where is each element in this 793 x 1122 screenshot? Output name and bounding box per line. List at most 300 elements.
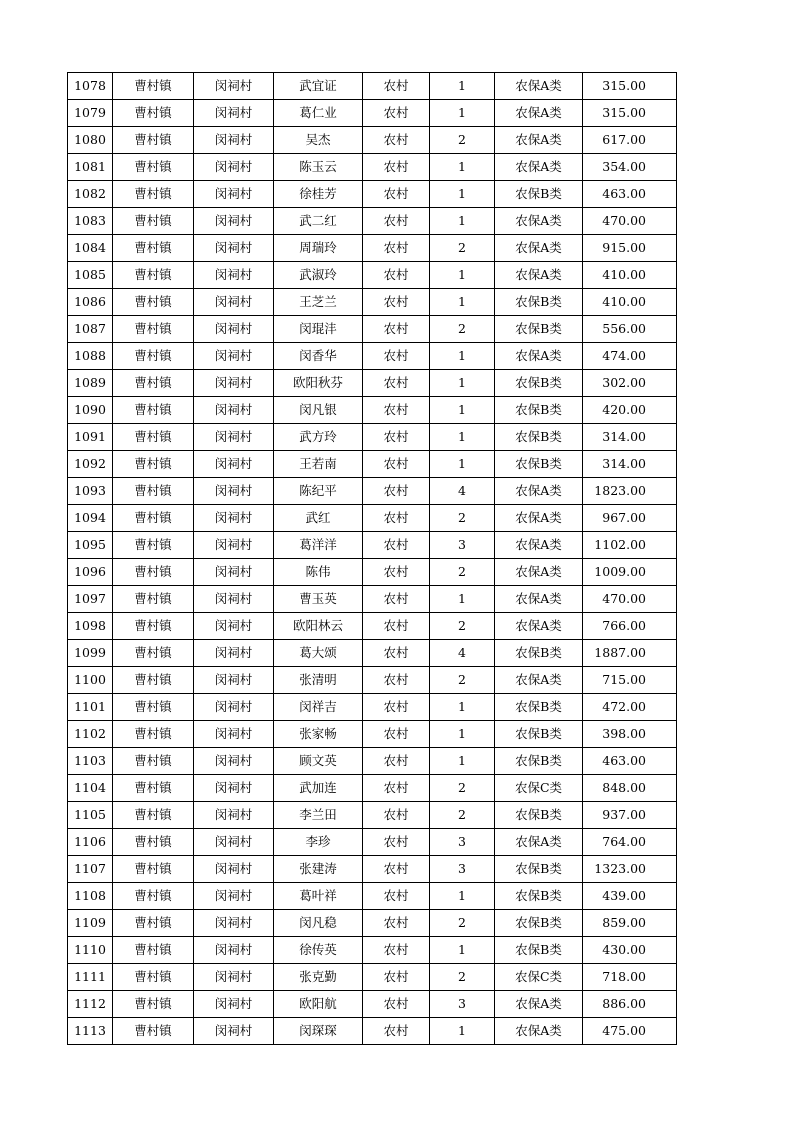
household-type-cell: 农村 [363,964,430,991]
name-cell: 闵香华 [274,343,363,370]
village-cell: 闵祠村 [194,181,274,208]
household-type-cell: 农村 [363,586,430,613]
household-type-cell: 农村 [363,559,430,586]
amount-cell: 915.00 [583,235,677,262]
serial-number-cell: 1096 [68,559,113,586]
household-size-cell: 2 [430,667,495,694]
serial-number-cell: 1108 [68,883,113,910]
town-cell: 曹村镇 [113,316,194,343]
insurance-class-cell: 农保A类 [495,73,583,100]
household-type-cell: 农村 [363,397,430,424]
town-cell: 曹村镇 [113,289,194,316]
insurance-class-cell: 农保A类 [495,586,583,613]
household-type-cell: 农村 [363,775,430,802]
amount-cell: 470.00 [583,208,677,235]
name-cell: 张建涛 [274,856,363,883]
insurance-class-cell: 农保B类 [495,802,583,829]
village-cell: 闵祠村 [194,424,274,451]
serial-number-cell: 1100 [68,667,113,694]
amount-cell: 1102.00 [583,532,677,559]
serial-number-cell: 1111 [68,964,113,991]
household-type-cell: 农村 [363,910,430,937]
amount-cell: 718.00 [583,964,677,991]
serial-number-cell: 1103 [68,748,113,775]
serial-number-cell: 1094 [68,505,113,532]
insurance-class-cell: 农保B类 [495,856,583,883]
household-type-cell: 农村 [363,208,430,235]
name-cell: 张清明 [274,667,363,694]
amount-cell: 463.00 [583,748,677,775]
amount-cell: 715.00 [583,667,677,694]
amount-cell: 420.00 [583,397,677,424]
household-type-cell: 农村 [363,181,430,208]
village-cell: 闵祠村 [194,262,274,289]
household-type-cell: 农村 [363,802,430,829]
serial-number-cell: 1102 [68,721,113,748]
household-type-cell: 农村 [363,937,430,964]
table-row [68,532,677,559]
town-cell: 曹村镇 [113,586,194,613]
town-cell: 曹村镇 [113,802,194,829]
serial-number-cell: 1090 [68,397,113,424]
amount-cell: 410.00 [583,289,677,316]
serial-number-cell: 1106 [68,829,113,856]
household-size-cell: 1 [430,73,495,100]
town-cell: 曹村镇 [113,640,194,667]
town-cell: 曹村镇 [113,532,194,559]
town-cell: 曹村镇 [113,829,194,856]
town-cell: 曹村镇 [113,208,194,235]
name-cell: 武加连 [274,775,363,802]
serial-number-cell: 1095 [68,532,113,559]
village-cell: 闵祠村 [194,397,274,424]
household-size-cell: 3 [430,829,495,856]
name-cell: 李兰田 [274,802,363,829]
village-cell: 闵祠村 [194,613,274,640]
household-size-cell: 1 [430,883,495,910]
insurance-class-cell: 农保C类 [495,964,583,991]
name-cell: 闵祥吉 [274,694,363,721]
insurance-class-cell: 农保A类 [495,829,583,856]
serial-number-cell: 1097 [68,586,113,613]
household-size-cell: 1 [430,208,495,235]
insurance-class-cell: 农保B类 [495,181,583,208]
insurance-class-cell: 农保A类 [495,343,583,370]
village-cell: 闵祠村 [194,154,274,181]
village-cell: 闵祠村 [194,127,274,154]
insurance-class-cell: 农保B类 [495,370,583,397]
amount-cell: 848.00 [583,775,677,802]
serial-number-cell: 1084 [68,235,113,262]
amount-cell: 314.00 [583,451,677,478]
table-row [68,73,677,100]
town-cell: 曹村镇 [113,505,194,532]
household-type-cell: 农村 [363,613,430,640]
name-cell: 欧阳林云 [274,613,363,640]
table-row [68,100,677,127]
village-cell: 闵祠村 [194,829,274,856]
household-type-cell: 农村 [363,505,430,532]
table-row [68,478,677,505]
name-cell: 陈纪平 [274,478,363,505]
serial-number-cell: 1109 [68,910,113,937]
amount-cell: 314.00 [583,424,677,451]
household-size-cell: 1 [430,424,495,451]
town-cell: 曹村镇 [113,748,194,775]
amount-cell: 1009.00 [583,559,677,586]
insurance-class-cell: 农保B类 [495,694,583,721]
household-type-cell: 农村 [363,532,430,559]
amount-cell: 474.00 [583,343,677,370]
household-type-cell: 农村 [363,667,430,694]
insurance-class-cell: 农保B类 [495,910,583,937]
serial-number-cell: 1078 [68,73,113,100]
village-cell: 闵祠村 [194,532,274,559]
serial-number-cell: 1082 [68,181,113,208]
serial-number-cell: 1091 [68,424,113,451]
town-cell: 曹村镇 [113,964,194,991]
insurance-class-cell: 农保A类 [495,478,583,505]
village-cell: 闵祠村 [194,856,274,883]
household-size-cell: 2 [430,316,495,343]
town-cell: 曹村镇 [113,991,194,1018]
household-size-cell: 1 [430,748,495,775]
village-cell: 闵祠村 [194,100,274,127]
town-cell: 曹村镇 [113,424,194,451]
amount-cell: 556.00 [583,316,677,343]
name-cell: 李珍 [274,829,363,856]
household-type-cell: 农村 [363,748,430,775]
amount-cell: 302.00 [583,370,677,397]
town-cell: 曹村镇 [113,559,194,586]
amount-cell: 617.00 [583,127,677,154]
village-cell: 闵祠村 [194,478,274,505]
household-size-cell: 2 [430,559,495,586]
table-row [68,154,677,181]
amount-cell: 1323.00 [583,856,677,883]
town-cell: 曹村镇 [113,127,194,154]
serial-number-cell: 1088 [68,343,113,370]
serial-number-cell: 1092 [68,451,113,478]
table-row [68,289,677,316]
insurance-class-cell: 农保B类 [495,937,583,964]
town-cell: 曹村镇 [113,262,194,289]
insurance-class-cell: 农保B类 [495,640,583,667]
table-row [68,586,677,613]
table-row [68,451,677,478]
name-cell: 葛大颂 [274,640,363,667]
name-cell: 葛叶祥 [274,883,363,910]
village-cell: 闵祠村 [194,370,274,397]
table-row [68,748,677,775]
village-cell: 闵祠村 [194,640,274,667]
table-row [68,694,677,721]
amount-cell: 472.00 [583,694,677,721]
serial-number-cell: 1112 [68,991,113,1018]
household-type-cell: 农村 [363,1018,430,1045]
town-cell: 曹村镇 [113,613,194,640]
name-cell: 徐传英 [274,937,363,964]
village-cell: 闵祠村 [194,964,274,991]
village-cell: 闵祠村 [194,451,274,478]
village-cell: 闵祠村 [194,586,274,613]
town-cell: 曹村镇 [113,343,194,370]
household-size-cell: 3 [430,991,495,1018]
town-cell: 曹村镇 [113,478,194,505]
town-cell: 曹村镇 [113,721,194,748]
insurance-class-cell: 农保A类 [495,532,583,559]
household-size-cell: 1 [430,397,495,424]
household-type-cell: 农村 [363,478,430,505]
serial-number-cell: 1085 [68,262,113,289]
insurance-class-cell: 农保A类 [495,667,583,694]
insurance-class-cell: 农保A类 [495,1018,583,1045]
table-row [68,505,677,532]
village-cell: 闵祠村 [194,937,274,964]
insurance-class-cell: 农保A类 [495,100,583,127]
table-row [68,883,677,910]
table-row [68,829,677,856]
insurance-class-cell: 农保A类 [495,235,583,262]
name-cell: 张家畅 [274,721,363,748]
amount-cell: 430.00 [583,937,677,964]
serial-number-cell: 1080 [68,127,113,154]
insurance-class-cell: 农保B类 [495,721,583,748]
amount-cell: 410.00 [583,262,677,289]
insurance-class-cell: 农保B类 [495,397,583,424]
household-size-cell: 2 [430,613,495,640]
amount-cell: 354.00 [583,154,677,181]
household-type-cell: 农村 [363,694,430,721]
table-row [68,667,677,694]
household-type-cell: 农村 [363,991,430,1018]
insurance-class-cell: 农保B类 [495,289,583,316]
village-cell: 闵祠村 [194,316,274,343]
table-row [68,640,677,667]
village-cell: 闵祠村 [194,235,274,262]
household-type-cell: 农村 [363,829,430,856]
insurance-class-cell: 农保B类 [495,316,583,343]
amount-cell: 475.00 [583,1018,677,1045]
amount-cell: 315.00 [583,73,677,100]
table-row [68,559,677,586]
table-row [68,181,677,208]
household-type-cell: 农村 [363,289,430,316]
serial-number-cell: 1086 [68,289,113,316]
household-size-cell: 4 [430,478,495,505]
town-cell: 曹村镇 [113,910,194,937]
table-row [68,721,677,748]
insurance-class-cell: 农保A类 [495,613,583,640]
roster-table-body [68,73,677,1045]
village-cell: 闵祠村 [194,1018,274,1045]
amount-cell: 463.00 [583,181,677,208]
household-type-cell: 农村 [363,640,430,667]
name-cell: 闵凡银 [274,397,363,424]
town-cell: 曹村镇 [113,694,194,721]
amount-cell: 398.00 [583,721,677,748]
village-cell: 闵祠村 [194,343,274,370]
household-size-cell: 1 [430,451,495,478]
town-cell: 曹村镇 [113,451,194,478]
village-cell: 闵祠村 [194,694,274,721]
name-cell: 闵琨沣 [274,316,363,343]
name-cell: 曹玉英 [274,586,363,613]
insurance-class-cell: 农保A类 [495,559,583,586]
amount-cell: 470.00 [583,586,677,613]
name-cell: 周瑞玲 [274,235,363,262]
town-cell: 曹村镇 [113,397,194,424]
name-cell: 吴杰 [274,127,363,154]
table-row [68,127,677,154]
household-size-cell: 2 [430,775,495,802]
town-cell: 曹村镇 [113,1018,194,1045]
table-row [68,370,677,397]
household-size-cell: 2 [430,802,495,829]
household-type-cell: 农村 [363,856,430,883]
table-row [68,235,677,262]
insurance-class-cell: 农保A类 [495,505,583,532]
household-size-cell: 2 [430,964,495,991]
household-size-cell: 1 [430,694,495,721]
town-cell: 曹村镇 [113,100,194,127]
village-cell: 闵祠村 [194,748,274,775]
amount-cell: 439.00 [583,883,677,910]
table-row [68,991,677,1018]
household-size-cell: 3 [430,856,495,883]
table-row [68,613,677,640]
name-cell: 葛洋洋 [274,532,363,559]
name-cell: 闵凡稳 [274,910,363,937]
name-cell: 陈玉云 [274,154,363,181]
name-cell: 欧阳秋芬 [274,370,363,397]
household-type-cell: 农村 [363,370,430,397]
town-cell: 曹村镇 [113,235,194,262]
amount-cell: 1823.00 [583,478,677,505]
table-row [68,343,677,370]
village-cell: 闵祠村 [194,883,274,910]
town-cell: 曹村镇 [113,73,194,100]
amount-cell: 886.00 [583,991,677,1018]
table-row [68,208,677,235]
household-size-cell: 1 [430,262,495,289]
name-cell: 徐桂芳 [274,181,363,208]
serial-number-cell: 1098 [68,613,113,640]
table-row [68,316,677,343]
name-cell: 武宜证 [274,73,363,100]
village-cell: 闵祠村 [194,559,274,586]
household-size-cell: 1 [430,370,495,397]
table-row [68,910,677,937]
town-cell: 曹村镇 [113,154,194,181]
serial-number-cell: 1104 [68,775,113,802]
serial-number-cell: 1101 [68,694,113,721]
table-row [68,775,677,802]
amount-cell: 967.00 [583,505,677,532]
household-size-cell: 2 [430,235,495,262]
town-cell: 曹村镇 [113,856,194,883]
serial-number-cell: 1093 [68,478,113,505]
household-type-cell: 农村 [363,316,430,343]
village-cell: 闵祠村 [194,667,274,694]
village-cell: 闵祠村 [194,208,274,235]
household-type-cell: 农村 [363,262,430,289]
town-cell: 曹村镇 [113,667,194,694]
name-cell: 顾文英 [274,748,363,775]
village-cell: 闵祠村 [194,289,274,316]
amount-cell: 766.00 [583,613,677,640]
table-row [68,937,677,964]
town-cell: 曹村镇 [113,937,194,964]
insurance-class-cell: 农保B类 [495,451,583,478]
insurance-class-cell: 农保B类 [495,748,583,775]
name-cell: 武淑玲 [274,262,363,289]
serial-number-cell: 1107 [68,856,113,883]
household-type-cell: 农村 [363,721,430,748]
name-cell: 王芝兰 [274,289,363,316]
insurance-class-cell: 农保B类 [495,424,583,451]
village-cell: 闵祠村 [194,775,274,802]
village-cell: 闵祠村 [194,991,274,1018]
village-cell: 闵祠村 [194,721,274,748]
roster-table [67,72,677,1045]
household-size-cell: 1 [430,1018,495,1045]
serial-number-cell: 1083 [68,208,113,235]
serial-number-cell: 1113 [68,1018,113,1045]
name-cell: 武方玲 [274,424,363,451]
household-type-cell: 农村 [363,424,430,451]
household-size-cell: 1 [430,100,495,127]
amount-cell: 937.00 [583,802,677,829]
name-cell: 武二红 [274,208,363,235]
household-type-cell: 农村 [363,127,430,154]
amount-cell: 315.00 [583,100,677,127]
name-cell: 陈伟 [274,559,363,586]
table-row [68,424,677,451]
table-row [68,802,677,829]
household-type-cell: 农村 [363,451,430,478]
table-row [68,1018,677,1045]
amount-cell: 1887.00 [583,640,677,667]
household-size-cell: 2 [430,505,495,532]
name-cell: 王若南 [274,451,363,478]
household-size-cell: 1 [430,937,495,964]
name-cell: 闵琛琛 [274,1018,363,1045]
household-size-cell: 1 [430,154,495,181]
name-cell: 欧阳航 [274,991,363,1018]
name-cell: 武红 [274,505,363,532]
amount-cell: 859.00 [583,910,677,937]
village-cell: 闵祠村 [194,910,274,937]
insurance-class-cell: 农保A类 [495,154,583,181]
insurance-class-cell: 农保B类 [495,883,583,910]
household-type-cell: 农村 [363,73,430,100]
household-type-cell: 农村 [363,154,430,181]
amount-cell: 764.00 [583,829,677,856]
household-size-cell: 2 [430,127,495,154]
serial-number-cell: 1079 [68,100,113,127]
household-size-cell: 2 [430,910,495,937]
household-size-cell: 4 [430,640,495,667]
town-cell: 曹村镇 [113,883,194,910]
insurance-class-cell: 农保A类 [495,127,583,154]
name-cell: 葛仁业 [274,100,363,127]
insurance-class-cell: 农保A类 [495,991,583,1018]
table-row [68,964,677,991]
town-cell: 曹村镇 [113,775,194,802]
village-cell: 闵祠村 [194,505,274,532]
household-type-cell: 农村 [363,883,430,910]
